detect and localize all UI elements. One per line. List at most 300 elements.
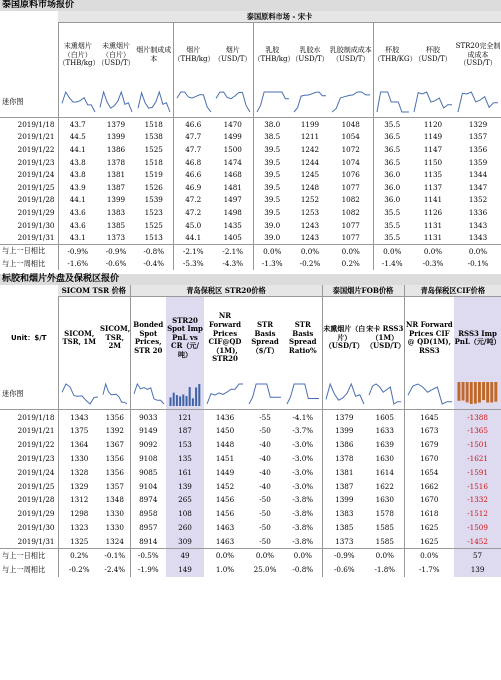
- table-cell: -50: [259, 522, 271, 532]
- table-cell: 1614: [375, 467, 394, 477]
- change-cell: 0.2%: [341, 259, 360, 269]
- table-cell: 1364: [58, 438, 100, 452]
- section1-week-change-row: [0, 258, 501, 271]
- table-cell: 1399: [106, 132, 126, 142]
- table-cell: 38.5: [253, 131, 291, 144]
- sparkline: [323, 380, 367, 408]
- table-cell: 1525: [144, 144, 163, 154]
- spark-bar: [186, 396, 188, 406]
- unit-label: Unit：$/T: [10, 333, 47, 342]
- table-cell: 161: [166, 465, 204, 479]
- table-cell: 35.5: [373, 231, 411, 244]
- table-cell: 1082: [341, 207, 360, 217]
- table-cell: -50: [259, 509, 271, 519]
- column-header: 未熏烟片（白片）（USD/T）: [322, 297, 366, 380]
- column-header: 杯胶（USD/T）: [414, 46, 452, 63]
- column-header: NR Forward Prices CIF @ QD(1M), RSS3: [404, 297, 454, 380]
- sparkline-label: 迷你图: [0, 87, 58, 118]
- change-cell: -0.1%: [104, 551, 126, 561]
- row-date: 2019/1/31: [17, 536, 55, 546]
- change-cell: -0.9%: [58, 244, 97, 257]
- table-cell: 1470: [223, 119, 242, 129]
- table-cell: 1523: [144, 207, 163, 217]
- table-cell: -1512: [454, 507, 501, 521]
- table-row: [0, 194, 501, 207]
- change-cell: 1.0%: [215, 565, 235, 575]
- table-cell: 1379: [322, 410, 366, 424]
- table-cell: 36.0: [373, 168, 411, 181]
- table-cell: 8957: [130, 521, 166, 535]
- table-cell: 1399: [106, 195, 126, 205]
- sparkline-cell: [291, 87, 329, 118]
- table-cell: -40: [259, 453, 271, 463]
- table-row: [0, 206, 501, 219]
- table-row: [0, 534, 501, 548]
- change-cell: 0.0%: [404, 549, 454, 563]
- change-cell: 57: [454, 549, 501, 563]
- table-cell: 43.8: [58, 156, 97, 169]
- table-cell: 44.1: [58, 194, 97, 207]
- table-row: [0, 410, 501, 424]
- table-cell: 1126: [423, 207, 443, 217]
- table-cell: 1356: [105, 453, 124, 463]
- sparkline-path: [414, 92, 452, 112]
- column-header: 烟片（THB/kg）: [173, 23, 213, 88]
- sparkline: [405, 380, 455, 408]
- table-cell: 35.5: [373, 118, 411, 131]
- column-header: 杯胶（THB/KG）: [373, 23, 411, 88]
- row-date: 2019/1/29: [17, 207, 55, 217]
- table-cell: 9092: [130, 438, 166, 452]
- sparkline-cell: [130, 379, 166, 410]
- change-cell: -0.2%: [299, 259, 321, 269]
- day-change-label: 与上一日相比: [2, 246, 46, 256]
- row-date: 2019/1/30: [17, 522, 55, 532]
- table-cell: 1670: [404, 493, 454, 507]
- spark-bar: [195, 388, 197, 407]
- table-cell: -40: [259, 481, 271, 491]
- table-cell: 1356: [105, 412, 124, 422]
- day-change-label: 与上一日相比: [2, 550, 46, 560]
- section2-day-change-row: [0, 549, 501, 563]
- table-cell: 1500: [223, 144, 242, 154]
- table-cell: 44.1: [58, 143, 97, 156]
- table-cell: 1199: [300, 119, 320, 129]
- table-cell: 1383: [322, 507, 366, 521]
- sparkline-path: [257, 92, 289, 112]
- change-cell: 0.0%: [468, 246, 488, 256]
- table-cell: 1385: [322, 521, 366, 535]
- table-cell: 1625: [404, 534, 454, 548]
- table-cell: 1357: [468, 132, 488, 142]
- table-cell: 1147: [423, 144, 443, 154]
- sparkline-cell: [135, 87, 173, 118]
- table-cell: 1399: [322, 493, 366, 507]
- change-cell: -0.6%: [105, 259, 127, 269]
- table-cell: 1670: [404, 452, 454, 466]
- table-row: [0, 452, 501, 466]
- sparkline-cell: [404, 379, 454, 410]
- table-cell: 1673: [404, 424, 454, 438]
- table-cell: 1357: [105, 481, 124, 491]
- table-cell: 1373: [322, 534, 366, 548]
- sparkline-path: [216, 92, 250, 112]
- table-cell: 1356: [105, 467, 124, 477]
- table-cell: 1385: [106, 220, 126, 230]
- table-cell: 1451: [215, 453, 235, 463]
- group-fob: 泰国烟片FOB价格: [322, 285, 404, 297]
- table-cell: 1518: [144, 157, 163, 167]
- table-cell: 43.7: [58, 118, 97, 131]
- table-cell: 35.5: [373, 206, 411, 219]
- table-cell: 1323: [58, 521, 100, 535]
- row-date: 2019/1/23: [17, 157, 55, 167]
- table-cell: 1468: [223, 170, 242, 180]
- sparkline-cell: [97, 87, 135, 118]
- table-cell: 1519: [144, 170, 163, 180]
- table-cell: 1328: [58, 465, 100, 479]
- sparkline: [291, 88, 329, 116]
- table-cell: 1481: [223, 182, 242, 192]
- change-cell: 0.0%: [293, 551, 312, 561]
- table-cell: 1248: [300, 182, 320, 192]
- table-cell: -3.8%: [292, 495, 314, 505]
- table-cell: 1630: [375, 495, 394, 505]
- table-cell: 1137: [423, 182, 443, 192]
- sparkline-cell: [100, 379, 130, 410]
- week-change-label: 与上一周相比: [2, 564, 46, 574]
- column-header: 未熏烟片（白片）（USD/T）: [97, 42, 135, 68]
- spark-bars: [454, 380, 501, 408]
- table-cell: 44.5: [58, 131, 97, 144]
- row-date: 2019/1/25: [17, 481, 55, 491]
- table-cell: 1452: [215, 481, 235, 491]
- table-cell: -50: [259, 426, 271, 436]
- table-cell: 36.0: [373, 181, 411, 194]
- table-cell: 1245: [300, 170, 320, 180]
- table-cell: 36.5: [373, 156, 411, 169]
- table-cell: -1452: [454, 534, 501, 548]
- table-row: [0, 479, 501, 493]
- table-row: [0, 521, 501, 535]
- row-date: 2019/1/25: [17, 182, 55, 192]
- column-header: 乳胶制成成本（USD/T）: [329, 46, 372, 63]
- row-date: 2019/1/24: [17, 467, 55, 477]
- table-cell: 1330: [58, 452, 100, 466]
- table-cell: 1329: [468, 119, 488, 129]
- spark-bar: [182, 395, 184, 407]
- column-header: STR20 Spot Imp PnL vs CR（元/吨）: [166, 297, 204, 380]
- table-cell: 1082: [341, 195, 360, 205]
- table-cell: -1621: [454, 452, 501, 466]
- table-cell: 135: [166, 452, 204, 466]
- table-cell: 1662: [404, 479, 454, 493]
- table-cell: 43.1: [58, 231, 97, 244]
- table-cell: 9108: [130, 452, 166, 466]
- table-cell: 1077: [341, 182, 360, 192]
- table-cell: 1076: [341, 170, 360, 180]
- spark-bar: [458, 382, 461, 401]
- spark-bar: [176, 395, 178, 406]
- table-cell: 1378: [106, 157, 126, 167]
- change-cell: 0.0%: [375, 551, 394, 561]
- table-cell: 1324: [105, 536, 124, 546]
- table-cell: 1252: [300, 195, 320, 205]
- table-cell: -3.7%: [292, 426, 314, 436]
- table-cell: 1448: [215, 440, 235, 450]
- change-cell: -1.9%: [130, 563, 166, 577]
- table-cell: -50: [259, 536, 271, 546]
- table-cell: 43.8: [58, 168, 97, 181]
- table-cell: -3.8%: [292, 522, 314, 532]
- table-row: [0, 156, 501, 169]
- table-row: [0, 231, 501, 244]
- change-cell: 0.0%: [423, 246, 443, 256]
- sparkline-cell: [58, 87, 97, 118]
- change-cell: 0.0%: [341, 246, 360, 256]
- sparkline-path: [458, 92, 498, 112]
- spark-bar: [192, 398, 194, 406]
- table-cell: -1501: [454, 438, 501, 452]
- sparkline: [59, 88, 98, 116]
- spark-bar: [474, 382, 477, 404]
- table-cell: 39.5: [253, 143, 291, 156]
- change-cell: -2.1%: [222, 246, 244, 256]
- table-cell: 1330: [105, 509, 124, 519]
- sparkline-cell: [253, 87, 291, 118]
- change-cell: -1.3%: [253, 258, 291, 271]
- column-header: STR Basis Spread Ratio%: [288, 319, 317, 355]
- table-cell: 1141: [423, 195, 443, 205]
- sparkline-cell: [373, 87, 411, 118]
- table-cell: -3.0%: [292, 481, 314, 491]
- table-cell: 1367: [105, 440, 124, 450]
- change-cell: -5.3%: [173, 258, 213, 271]
- table-cell: -1388: [454, 410, 501, 424]
- change-cell: -0.9%: [105, 246, 127, 256]
- table-cell: 47.2: [173, 206, 213, 219]
- spark-bar: [490, 382, 493, 403]
- spark-bar: [470, 382, 473, 404]
- sparkline: [374, 88, 412, 116]
- table-cell: 9104: [130, 479, 166, 493]
- row-date: 2019/1/31: [17, 233, 55, 243]
- thai-raw-material-table: [0, 11, 501, 270]
- table-cell: 43.6: [58, 206, 97, 219]
- change-cell: -2.4%: [104, 565, 126, 575]
- sparkline-path: [103, 384, 127, 404]
- table-cell: 9085: [130, 465, 166, 479]
- sparkline: [97, 88, 135, 116]
- table-cell: 1343: [468, 233, 488, 243]
- spark-bar: [462, 382, 465, 401]
- change-cell: 0.2%: [58, 549, 100, 563]
- change-cell: -0.2%: [58, 563, 100, 577]
- table-cell: 1456: [215, 509, 235, 519]
- change-cell: -0.9%: [322, 549, 366, 563]
- table-cell: 1383: [106, 207, 126, 217]
- table-cell: -1591: [454, 465, 501, 479]
- table-cell: 1436: [215, 412, 235, 422]
- table-cell: 1463: [215, 536, 235, 546]
- column-header: 宋卡 RSS3（1M）（USD/T）: [366, 324, 406, 351]
- sparkline-path: [369, 384, 401, 404]
- table-cell: 1386: [106, 144, 126, 154]
- table-cell: -3.0%: [292, 467, 314, 477]
- table-cell: -4.1%: [292, 412, 314, 422]
- sparkline: [100, 380, 130, 408]
- column-header: 烟片（USD/T）: [214, 46, 252, 63]
- table-cell: 1120: [423, 119, 443, 129]
- table-cell: 1325: [58, 534, 100, 548]
- sparkline-cell: [411, 87, 455, 118]
- sparkline: [455, 88, 501, 116]
- sparkline: [135, 88, 173, 116]
- table-cell: 43.6: [58, 219, 97, 232]
- column-header: Bonded Spot Prices, STR 20: [130, 297, 166, 380]
- spark-bar: [466, 382, 469, 402]
- table-cell: 1343: [468, 220, 488, 230]
- table-row: [0, 465, 501, 479]
- table-cell: 265: [166, 493, 204, 507]
- sparkline: [246, 380, 284, 408]
- table-cell: 36.0: [373, 194, 411, 207]
- column-header: 烟片制成成本: [136, 46, 172, 63]
- table-cell: 47.7: [173, 143, 213, 156]
- table-cell: 1499: [223, 132, 242, 142]
- table-cell: 139: [166, 479, 204, 493]
- change-cell: -0.8%: [143, 246, 165, 256]
- change-cell: -0.3%: [422, 259, 444, 269]
- table-cell: 1526: [144, 182, 163, 192]
- column-header: 末熏烟片（白片）（THB/kg）: [58, 23, 97, 88]
- table-cell: 153: [166, 438, 204, 452]
- row-date: 2019/1/30: [17, 220, 55, 230]
- table-cell: 39.5: [253, 168, 291, 181]
- sparkline-cell: [455, 87, 501, 118]
- table-cell: 9033: [130, 410, 166, 424]
- sparkline-cell: [366, 379, 404, 410]
- change-cell: 0.0%: [300, 246, 320, 256]
- change-cell: -1.8%: [374, 565, 396, 575]
- table-cell: 1379: [106, 119, 126, 129]
- table-cell: 39.5: [253, 181, 291, 194]
- table-cell: 1054: [341, 132, 360, 142]
- sparkline-path: [134, 384, 164, 404]
- table-cell: 1149: [423, 132, 443, 142]
- sparkline: [254, 88, 292, 116]
- table-cell: 1387: [106, 182, 126, 192]
- table-cell: 1539: [144, 195, 163, 205]
- sparkline: [329, 88, 373, 116]
- table-cell: -1509: [454, 521, 501, 535]
- table-cell: 1605: [375, 412, 394, 422]
- table-cell: 39.5: [253, 156, 291, 169]
- table-cell: 1585: [375, 522, 394, 532]
- table-row: [0, 438, 501, 452]
- table-row: [0, 168, 501, 181]
- spark-bar: [486, 382, 489, 403]
- table-cell: 1381: [322, 465, 366, 479]
- sparkline: [366, 380, 404, 408]
- table-cell: -3.0%: [292, 453, 314, 463]
- change-cell: 25.0%: [253, 565, 277, 575]
- sparkline-cell: [329, 87, 373, 118]
- table-cell: 1538: [144, 132, 163, 142]
- section2-title: 标胶和烟片外盘及保税区报价: [0, 274, 501, 285]
- spark-bar: [170, 398, 172, 407]
- table-cell: 1474: [223, 157, 242, 167]
- sparkline-label: 迷你图: [0, 379, 58, 410]
- table-row: [0, 424, 501, 438]
- spark-bar: [189, 387, 191, 406]
- sparkline: [204, 380, 246, 408]
- section1-header-row: [0, 23, 501, 88]
- sparkline-path: [287, 384, 319, 404]
- table-cell: 1373: [106, 233, 126, 243]
- table-cell: 1312: [58, 493, 100, 507]
- table-cell: 108: [166, 507, 204, 521]
- table-cell: 1622: [375, 481, 394, 491]
- table-cell: 36.5: [373, 143, 411, 156]
- table-cell: 1578: [375, 509, 394, 519]
- section1-title: 泰国原料市场报价: [0, 0, 501, 11]
- spark-bar: [482, 382, 485, 400]
- section1-band-row: [0, 11, 501, 23]
- table-cell: 46.9: [173, 181, 213, 194]
- row-date: 2019/1/18: [17, 412, 55, 422]
- column-header: 乳胶水（USD/T）: [291, 46, 329, 63]
- table-cell: 1131: [423, 220, 443, 230]
- sparkline-path: [138, 92, 170, 112]
- sparkline: [59, 380, 101, 408]
- table-cell: 1336: [468, 207, 488, 217]
- sparkline-path: [177, 92, 211, 112]
- table-cell: 43.9: [58, 181, 97, 194]
- table-cell: 1150: [423, 157, 443, 167]
- table-cell: 1359: [468, 157, 488, 167]
- sparkline: [284, 380, 322, 408]
- sparkline-path: [100, 92, 132, 112]
- table-cell: 46.6: [173, 168, 213, 181]
- table-cell: 1243: [300, 233, 320, 243]
- section2-group-row: [0, 285, 501, 297]
- change-cell: -1.6%: [58, 258, 97, 271]
- sparkline-path: [249, 384, 281, 404]
- table-cell: 260: [166, 521, 204, 535]
- table-cell: 45.0: [173, 219, 213, 232]
- sparkline-path: [62, 92, 95, 112]
- sparkline-cell: [173, 87, 213, 118]
- table-cell: 187: [166, 424, 204, 438]
- table-cell: 1450: [215, 426, 235, 436]
- change-cell: -1.4%: [373, 258, 411, 271]
- change-cell: -4.3%: [222, 259, 244, 269]
- spark-bar: [198, 384, 200, 406]
- row-date: 2019/1/21: [17, 426, 55, 436]
- table-row: [0, 507, 501, 521]
- table-cell: 39.5: [253, 194, 291, 207]
- sparkline: [411, 88, 455, 116]
- section2-sparkline-row: [0, 379, 501, 410]
- table-cell: 1625: [404, 521, 454, 535]
- section2-week-change-row: [0, 563, 501, 577]
- change-cell: -0.6%: [322, 563, 366, 577]
- table-cell: 1348: [105, 495, 124, 505]
- table-cell: 8958: [130, 507, 166, 521]
- sparkline-path: [332, 92, 370, 112]
- table-cell: 39.0: [253, 219, 291, 232]
